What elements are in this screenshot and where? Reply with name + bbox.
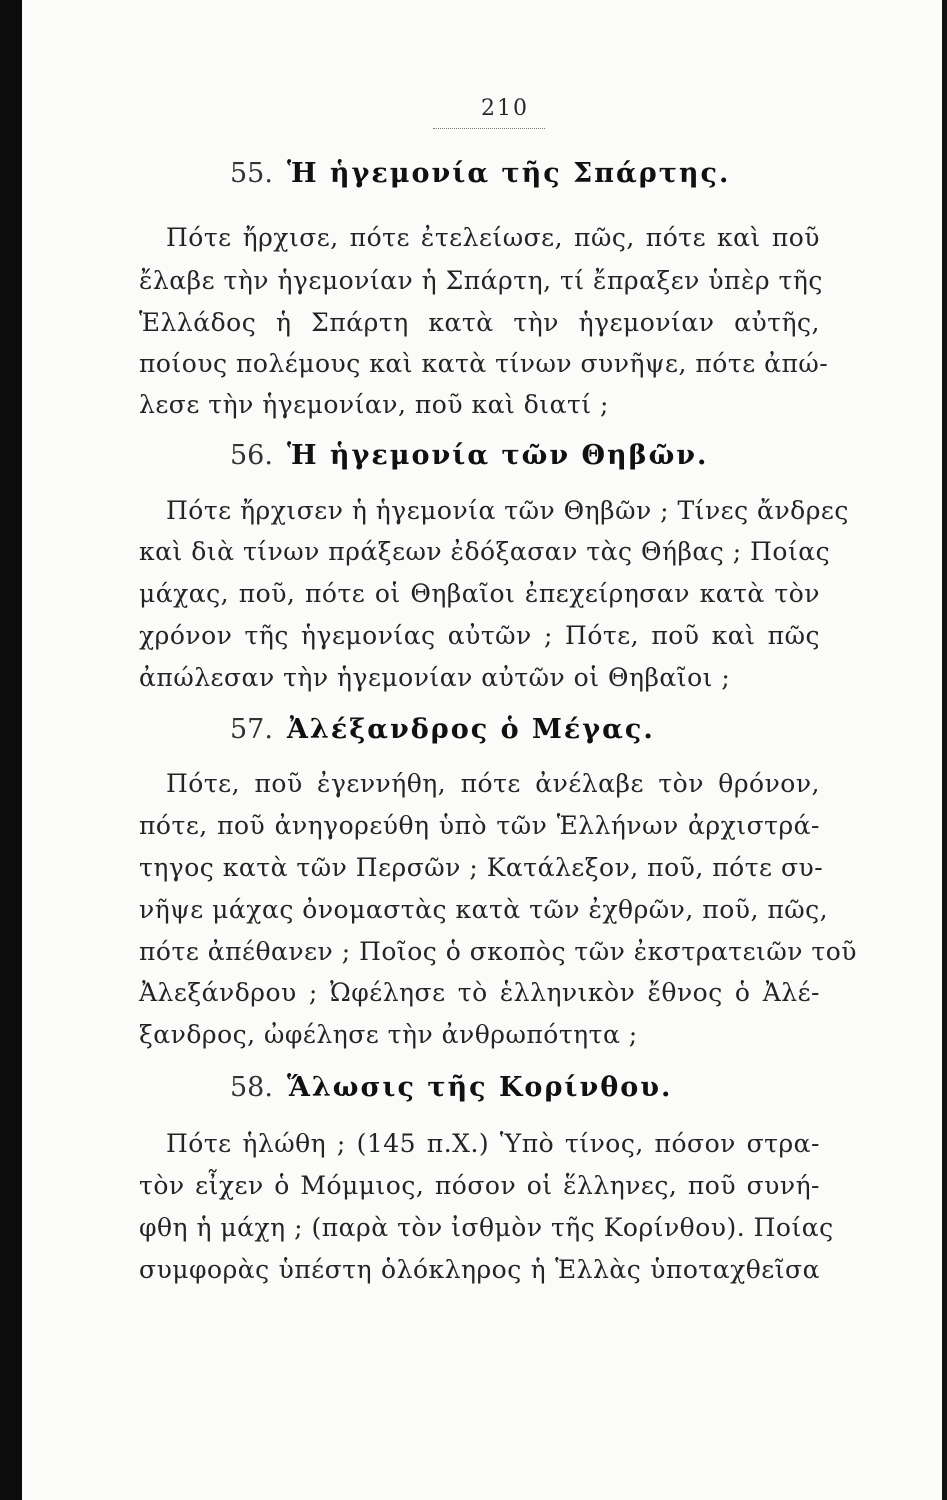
page-number-rule — [433, 128, 545, 129]
text-line: τηγος κατὰ τῶν Περσῶν ; Κατάλεξον, ποῦ, πότε συ- — [139, 853, 824, 882]
text-line: Πότε ἤρχισε, πότε ἐτελείωσε, πῶς, πότε καὶ ποῦ — [166, 223, 820, 252]
scan-right-edge — [942, 0, 947, 1500]
text-line: ἀπώλεσαν τὴν ἡγεμονίαν αὐτῶν οἱ Θηβαῖοι ; — [139, 663, 731, 692]
text-line: πότε ἀπέθανεν ; Ποῖος ὁ σκοπὸς τῶν ἐκστρατειῶν τοῦ — [139, 937, 857, 966]
section-heading-57 — [230, 714, 655, 745]
text-line: Πότε ἤρχισεν ἡ ἡγεμονία τῶν Θηβῶν ; Τίνες ἄνδρες — [166, 496, 849, 525]
text-line: Ἑλλάδος ἡ Σπάρτη κατὰ τὴν ἡγεμονίαν αὐτῆς, — [139, 308, 820, 337]
section-heading-55 — [230, 158, 730, 189]
section-number: 55. — [230, 158, 273, 189]
text-line: Ἀλεξάνδρου ; Ὠφέλησε τὸ ἑλληνικὸν ἔθνος ὁ Ἀλέ- — [139, 978, 820, 1007]
section-number: 56. — [230, 440, 273, 471]
text-line: μάχας, ποῦ, πότε οἱ Θηβαῖοι ἐπεχείρησαν κατὰ τὸν — [139, 579, 820, 608]
text-line: καὶ διὰ τίνων πράξεων ἐδόξασαν τὰς Θήβας ; Ποίας — [139, 537, 831, 566]
scan-left-edge — [0, 0, 22, 1500]
text-line: Πότε, ποῦ ἐγεννήθη, πότε ἀνέλαβε τὸν θρόνον, — [166, 769, 820, 798]
section-title: Ἅλωσις τῆς Κορίνθου. — [286, 1072, 673, 1103]
section-number: 58. — [230, 1072, 273, 1103]
text-line: συμφορὰς ὑπέστη ὁλόκληρος ἡ Ἑλλὰς ὑποταχθεῖσα — [139, 1255, 820, 1284]
text-line: χρόνον τῆς ἡγεμονίας αὐτῶν ; Πότε, ποῦ καὶ πῶς — [139, 621, 820, 650]
text-line: τὸν εἶχεν ὁ Μόμμιος, πόσον οἱ ἕλληνες, ποῦ συνή- — [139, 1171, 820, 1200]
text-line: ξανδρος, ὠφέλησε τὴν ἀνθρωπότητα ; — [139, 1020, 638, 1049]
text-line: φθη ἡ μάχη ; (παρὰ τὸν ἰσθμὸν τῆς Κορίνθου). Ποίας — [139, 1213, 834, 1242]
section-heading-58 — [230, 1072, 672, 1103]
text-line: νῆψε μάχας ὀνομαστὰς κατὰ τῶν ἐχθρῶν, ποῦ, πῶς, — [139, 895, 829, 924]
section-title: Ἡ ἡγεμονία τῶν Θηβῶν. — [286, 440, 709, 471]
text-line: λεσε τὴν ἡγεμονίαν, ποῦ καὶ διατί ; — [139, 390, 609, 419]
text-line: ἔλαβε τὴν ἡγεμονίαν ἡ Σπάρτη, τί ἔπραξεν ὑπὲρ τῆς — [139, 266, 823, 295]
section-title: Ἀλέξανδρος ὁ Μέγας. — [286, 714, 655, 745]
text-line: Πότε ἡλώθη ; (145 π.Χ.) Ὑπὸ τίνος, πόσον στρα- — [166, 1129, 820, 1158]
page-number: 210 — [481, 96, 529, 121]
section-heading-56 — [230, 440, 708, 471]
section-number: 57. — [230, 714, 273, 745]
section-title: Ἡ ἡγεμονία τῆς Σπάρτης. — [286, 158, 731, 189]
text-line: πότε, ποῦ ἀνηγορεύθη ὑπὸ τῶν Ἑλλήνων ἀρχιστρά- — [139, 811, 820, 840]
text-line: ποίους πολέμους καὶ κατὰ τίνων συνῆψε, πότε ἀπώ- — [139, 349, 829, 378]
